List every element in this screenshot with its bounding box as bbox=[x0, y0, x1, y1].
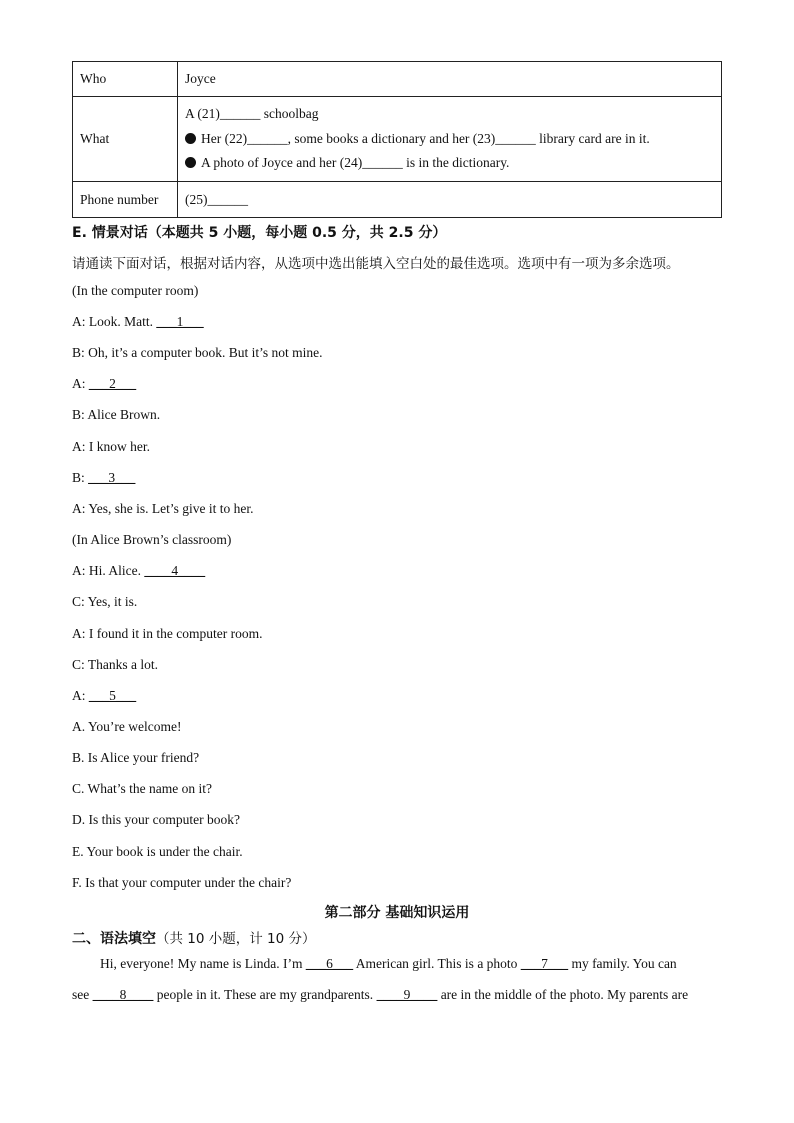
what-line-1: A (21)______ schoolbag bbox=[185, 106, 319, 122]
answer-blank: ___5___ bbox=[88, 687, 137, 703]
text-span: American girl. This is a photo bbox=[353, 956, 521, 971]
dialogue-line bbox=[72, 314, 204, 330]
dialogue-line bbox=[72, 626, 262, 642]
dialogue-text: C: Thanks a lot. bbox=[72, 656, 158, 672]
bullet-icon bbox=[185, 157, 196, 168]
text-span: Hi, everyone! My name is Linda. I’m bbox=[100, 956, 306, 971]
phone-label: Phone number bbox=[73, 182, 178, 218]
text-span: see bbox=[72, 987, 93, 1002]
what-line-3 bbox=[185, 151, 714, 176]
dialogue-text: A: Look. Matt. bbox=[72, 314, 157, 329]
dialogue-line bbox=[72, 376, 136, 392]
dialogue-line bbox=[72, 594, 137, 610]
blank-7: ___7___ bbox=[520, 956, 569, 971]
text-span: my family. You can bbox=[568, 956, 677, 971]
bullet-icon bbox=[185, 133, 196, 144]
scene-note: (In the computer room) bbox=[72, 283, 199, 298]
answer-blank: ___3___ bbox=[88, 469, 136, 485]
dialogue-line bbox=[72, 657, 158, 673]
dialogue-line bbox=[72, 812, 240, 828]
what-line-2 bbox=[185, 127, 714, 152]
dialogue-line bbox=[72, 719, 181, 735]
dialogue-line bbox=[72, 688, 136, 704]
blank-6: ___6___ bbox=[305, 956, 354, 971]
grammar-section-note: （共 10 小题，计 10 分） bbox=[156, 931, 316, 947]
dialogue-text: A: bbox=[72, 376, 89, 392]
dialogue-text: A. You’re welcome! bbox=[72, 718, 182, 734]
grammar-section-title: 二、语法填空 bbox=[72, 931, 156, 947]
dialogue-text: B. Is Alice your friend? bbox=[72, 750, 200, 766]
table-row bbox=[73, 182, 722, 218]
what-line-2-text: Her (22)______, some books a dictionary and her (23)______ library card are in it. bbox=[201, 130, 650, 146]
section-e-title: E. 情景对话（本题共 5 小题，每小题 0.5 分，共 2.5 分） bbox=[72, 225, 447, 241]
answer-blank: ___1___ bbox=[156, 314, 204, 329]
phone-value: (25)______ bbox=[178, 182, 722, 218]
info-table bbox=[72, 61, 722, 218]
dialogue-line bbox=[72, 844, 243, 860]
dialogue-line bbox=[72, 532, 231, 548]
dialogue-line bbox=[72, 750, 199, 766]
what-label: What bbox=[73, 97, 178, 182]
text-span: are in the middle of the photo. My parents are bbox=[437, 987, 689, 1002]
dialogue-text: B: Oh, it’s a computer book. But it’s not mine. bbox=[72, 345, 323, 361]
dialogue-text: C: Yes, it is. bbox=[72, 594, 138, 610]
paragraph-line-1 bbox=[72, 956, 750, 972]
dialogue-line bbox=[72, 345, 323, 361]
grammar-section-heading bbox=[72, 927, 316, 948]
dialogue-text: E. Your book is under the chair. bbox=[72, 843, 243, 859]
paragraph-line-2 bbox=[72, 987, 722, 1003]
dialogue-text: B: bbox=[72, 469, 89, 485]
who-label: Who bbox=[73, 62, 178, 97]
dialogue-text: C. What’s the name on it? bbox=[72, 781, 212, 797]
dialogue-line bbox=[72, 501, 254, 517]
what-line-3-text: A photo of Joyce and her (24)______ is in the dictionary. bbox=[201, 155, 510, 171]
dialogue-line bbox=[72, 875, 291, 891]
dialogue-line bbox=[72, 439, 150, 455]
dialogue-text: D. Is this your computer book? bbox=[72, 812, 240, 828]
blank-8: ____8____ bbox=[92, 987, 154, 1002]
section-e-instruction: 请通读下面对话，根据对话内容，从选项中选出能填入空白处的最佳选项。选项中有一项为多余选项。 bbox=[72, 256, 680, 272]
dialogue-line bbox=[72, 563, 205, 579]
dialogue-text: A: bbox=[72, 687, 89, 703]
answer-blank: ____4____ bbox=[144, 563, 206, 579]
dialogue-text: A: I know her. bbox=[72, 438, 150, 454]
answer-blank: ___2___ bbox=[88, 376, 137, 392]
what-cell bbox=[178, 97, 722, 182]
part-two-title: 第二部分 基础知识运用 bbox=[324, 905, 470, 921]
dialogue-line bbox=[72, 781, 212, 797]
dialogue-text: A: Hi. Alice. bbox=[72, 563, 145, 579]
dialogue-text: B: Alice Brown. bbox=[72, 407, 161, 423]
dialogue-text: (In Alice Brown’s classroom) bbox=[72, 532, 232, 548]
blank-9: ____9____ bbox=[376, 987, 438, 1002]
table-row bbox=[73, 97, 722, 182]
text-span: people in it. These are my grandparents. bbox=[153, 987, 377, 1002]
who-value: Joyce bbox=[178, 62, 722, 97]
dialogue-line bbox=[72, 407, 160, 423]
table-row bbox=[73, 62, 722, 97]
dialogue-text: A: Yes, she is. Let’s give it to her. bbox=[72, 500, 254, 516]
dialogue-text: A: I found it in the computer room. bbox=[72, 625, 263, 641]
dialogue-line bbox=[72, 470, 135, 486]
dialogue-text: F. Is that your computer under the chair? bbox=[72, 874, 292, 890]
